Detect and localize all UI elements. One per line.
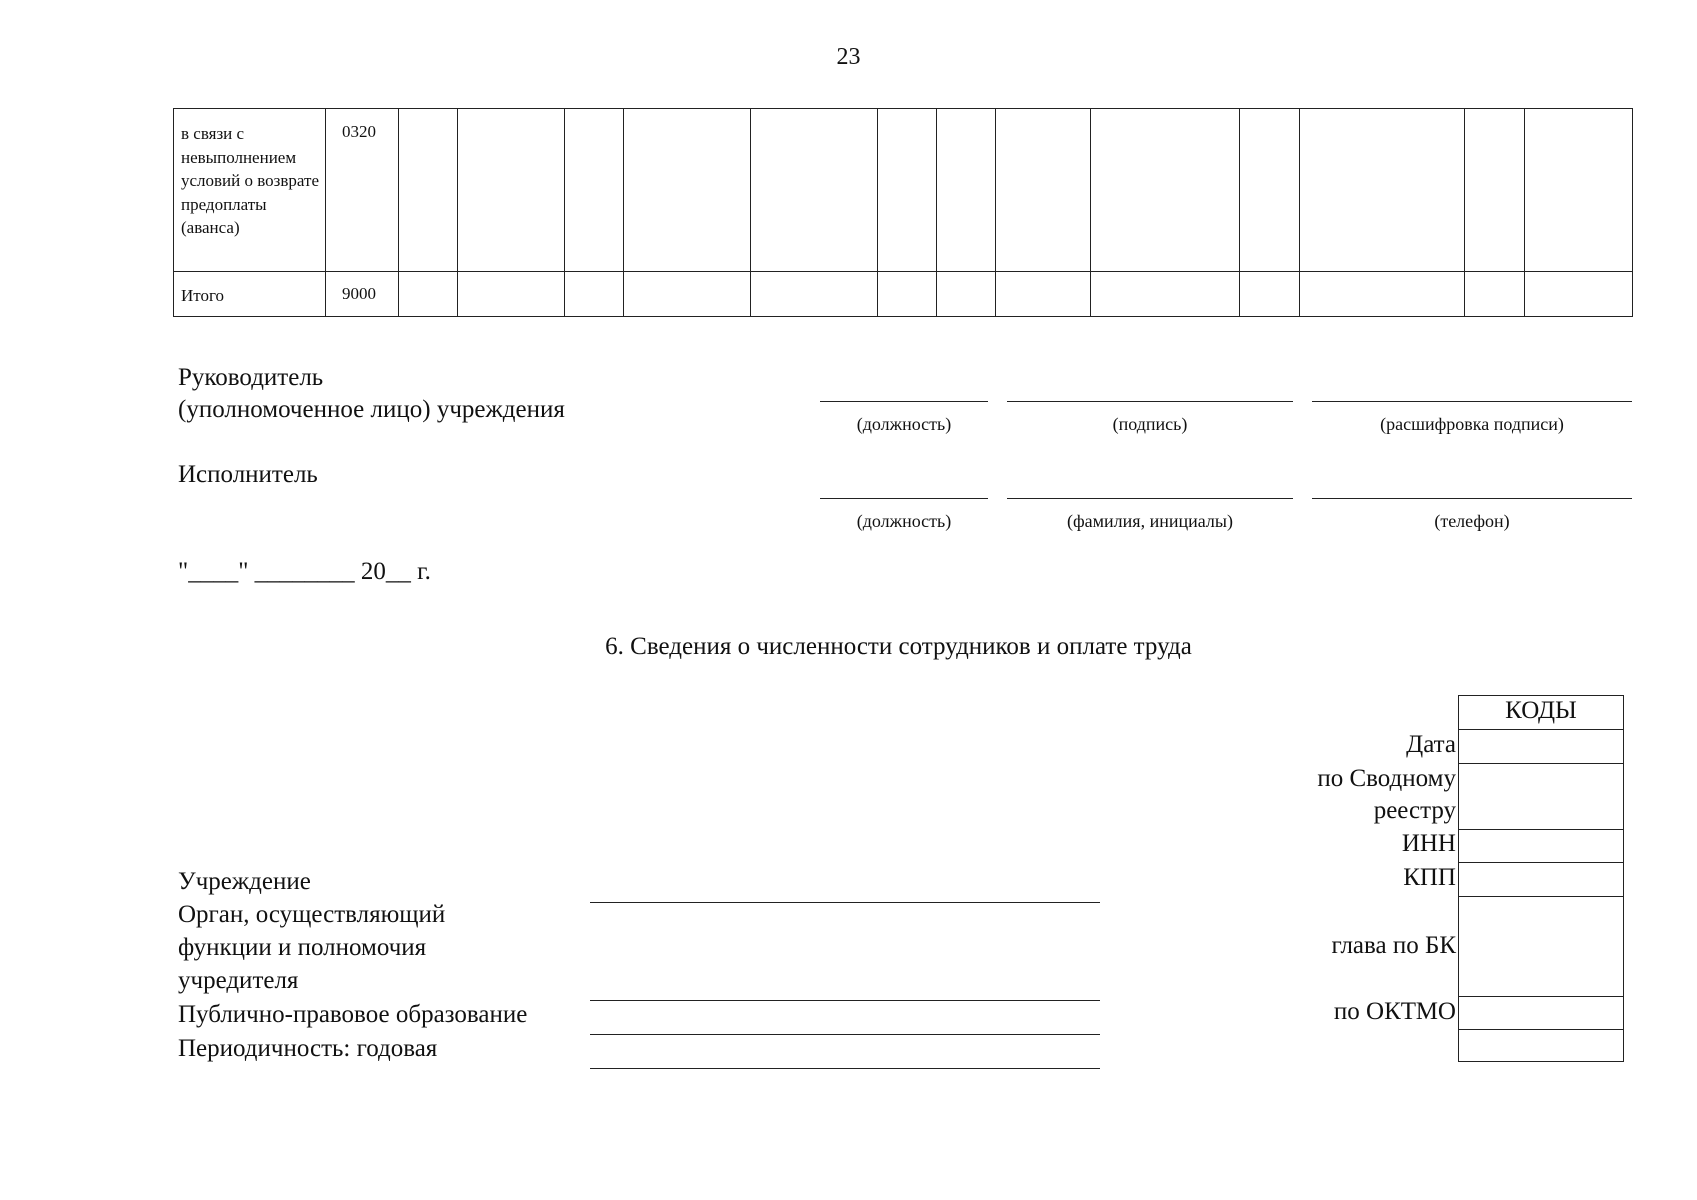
signature-line [1312,498,1632,499]
head-label-sub: (уполномоченное лицо) учреждения [178,396,565,423]
fill-line [590,1034,1100,1035]
head-label: Руководитель [178,364,324,391]
label-registry: по Сводному [1317,765,1456,792]
label-inn: ИНН [1401,830,1456,857]
codes-box [1458,695,1624,1062]
row-label: Итого [174,272,326,317]
caption-position: (должность) [856,511,952,531]
signature-line [820,401,988,402]
signature-line [1312,401,1632,402]
signature-line [1007,498,1293,499]
caption-name-initials: (фамилия, инициалы) [1067,511,1233,531]
field-public-entity: Публично-правовое образование [178,1001,528,1028]
label-date: Дата [1406,731,1456,758]
continuation-table [173,108,1633,317]
caption-phone: (телефон) [1434,511,1510,531]
section-title: 6. Сведения о численности сотрудников и оплате труда [605,633,1192,660]
label-bk: глава по БК [1331,932,1456,959]
field-institution: Учреждение [178,868,311,895]
table-row [174,109,1633,272]
table-row [174,272,1633,317]
caption-signature-decoding: (расшифровка подписи) [1380,414,1564,434]
row-code: 9000 [326,272,399,317]
label-kpp: КПП [1403,864,1456,891]
field-founder-3: учредителя [178,967,299,994]
signature-line [1007,401,1293,402]
label-registry-2: реестру [1373,797,1456,824]
row-code: 0320 [326,109,399,272]
fill-line [590,1068,1100,1069]
caption-position: (должность) [856,414,952,434]
executor-label: Исполнитель [178,461,318,488]
codes-title: КОДЫ [1505,697,1577,724]
fill-line [590,902,1100,903]
caption-signature: (подпись) [1112,414,1188,434]
field-periodicity: Периодичность: годовая [178,1035,438,1062]
page-number: 23 [836,44,861,70]
signature-line [820,498,988,499]
date-line: "____" ________ 20__ г. [178,558,431,585]
fill-line [590,1000,1100,1001]
field-founder: Орган, осуществляющий [178,901,446,928]
label-oktmo: по ОКТМО [1333,998,1456,1025]
row-label: в связи с невыполнением условий о возврате предоплаты (аванса) [174,109,326,272]
field-founder-2: функции и полномочия [178,934,427,961]
